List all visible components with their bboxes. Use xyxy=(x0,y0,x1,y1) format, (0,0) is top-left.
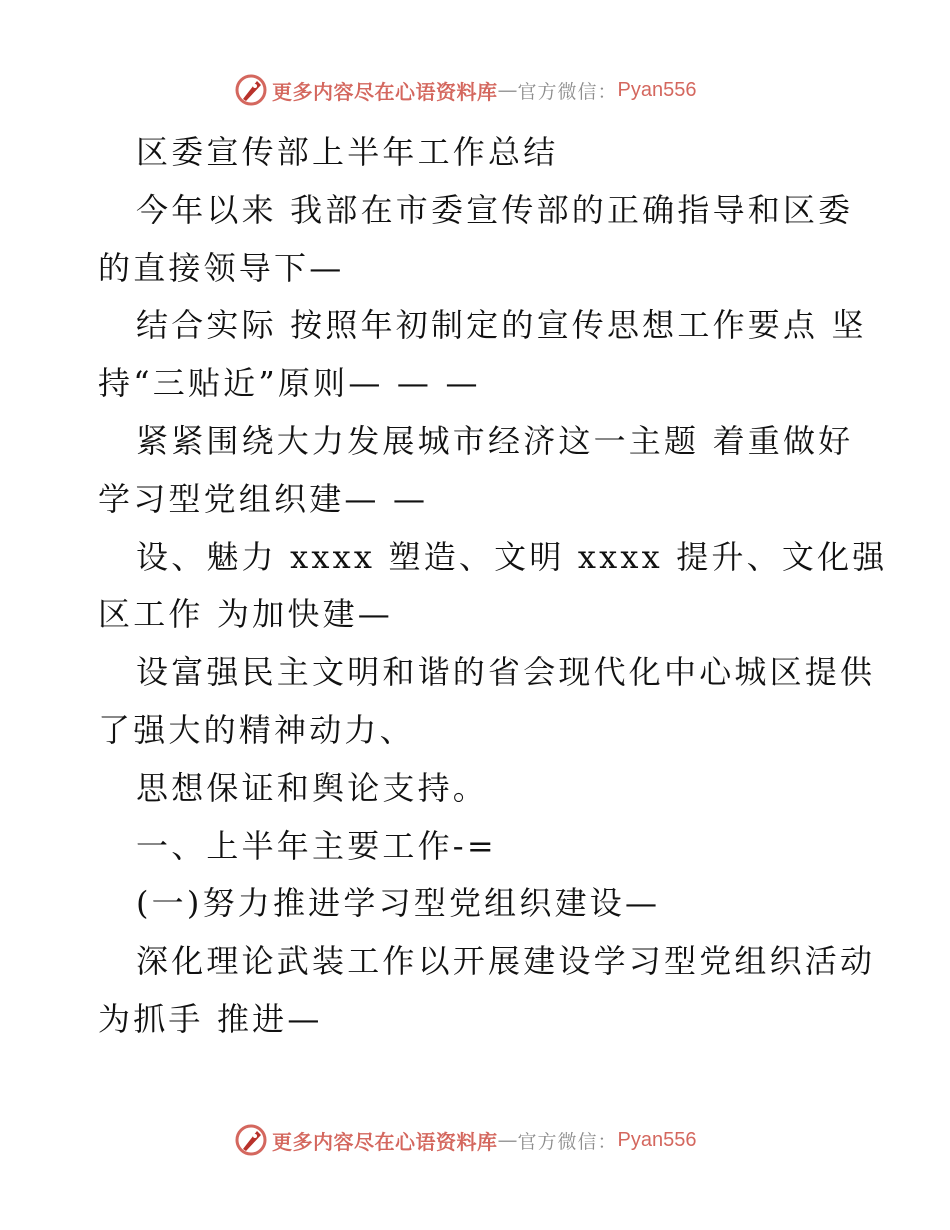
pen-nib-logo-icon xyxy=(234,73,268,107)
text-line: 思想保证和舆论支持。 xyxy=(136,768,489,807)
subsection-heading: (一)努力推进学习型党组织建设— xyxy=(136,884,661,923)
text-line: 结合实际 按照年初制定的宣传思想工作要点 坚 xyxy=(136,306,867,345)
header-watermark xyxy=(234,72,696,108)
watermark-site: 更多内容尽在心语资料库 xyxy=(272,1129,498,1154)
text-line: 区工作 为加快建— xyxy=(98,595,393,634)
text-line: 的直接领导下— xyxy=(98,248,345,287)
footer-watermark xyxy=(234,1122,696,1158)
watermark-official: 官方微信： xyxy=(517,80,618,103)
text-line: 今年以来 我部在市委宣传部的正确指导和区委 xyxy=(136,190,854,229)
watermark-wechat-id: Pyan556 xyxy=(617,78,697,101)
pen-nib-logo-icon xyxy=(234,1123,268,1157)
text-line: 了强大的精神动力、 xyxy=(98,710,415,749)
watermark-separator: — xyxy=(497,78,518,102)
watermark-site: 更多内容尽在心语资料库 xyxy=(272,79,498,104)
text-line: 持“三贴近”原则— — — xyxy=(98,364,481,403)
text-line: 设、魅力 xxxx 塑造、文明 xxxx 提升、文化强 xyxy=(136,537,888,576)
text-line: 深化理论武装工作以开展建设学习型党组织活动 xyxy=(136,942,876,981)
watermark-wechat-id: Pyan556 xyxy=(617,1128,697,1151)
text-line: 设富强民主文明和谐的省会现代化中心城区提供 xyxy=(136,653,876,692)
text-line: 为抓手 推进— xyxy=(98,999,323,1038)
watermark-separator: — xyxy=(497,1128,518,1152)
text-line: 紧紧围绕大力发展城市经济这一主题 着重做好 xyxy=(136,421,854,460)
section-heading: 一、上半年主要工作-= xyxy=(136,826,497,865)
text-line: 学习型党组织建— — xyxy=(98,479,429,518)
watermark-official: 官方微信： xyxy=(517,1130,618,1153)
document-body xyxy=(98,124,888,1049)
document-title: 区委宣传部上半年工作总结 xyxy=(136,133,559,171)
